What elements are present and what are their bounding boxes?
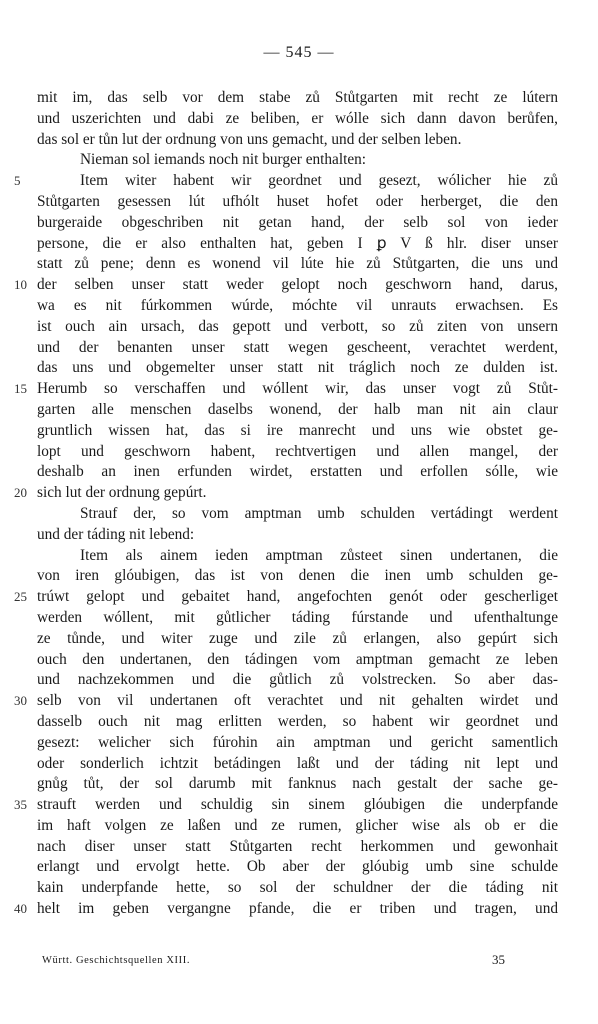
text-line [37, 130, 558, 151]
line-text: oder sonderlich ichtzit betádingen laßt und der táding nit lept und [37, 754, 558, 772]
line-text: ist ouch ain ursach, das gepott und verbott, so zů ziten von unsern [37, 317, 558, 335]
text-line [14, 691, 558, 712]
line-text: persone, die er also enthalten hat, geben I ꝑ V ß hlr. diser unser [37, 234, 558, 252]
text-line [37, 234, 558, 255]
text-line [37, 546, 558, 567]
line-text: Item witer habent wir geordnet und gesezt, wólicher hie zů [80, 172, 558, 190]
line-text: dasselb ouch nit mag erlitten werden, so habent wir geordnet und [37, 712, 558, 730]
text-line [37, 566, 558, 587]
line-text: von iren glóubigen, das ist von denen die inen umb schulden ge- [37, 567, 558, 585]
line-number: 25 [14, 589, 27, 605]
line-text: das uns und obgemelter unser statt nit tráglich noch ze dulden ist. [37, 359, 558, 377]
line-text: deshalb an inen erfunden wirdet, erstatten und erfollen sólle, wie [37, 463, 558, 481]
text-line [14, 587, 558, 608]
line-text: selb von vil undertanen oft verachtet und nit gehalten wirdet und [37, 692, 558, 710]
line-text: erlangt und ervolgt hette. Ob aber der glóubig umb sine schulde [37, 858, 558, 876]
line-text: das sol er tůn lut der ordnung von uns gemacht, und der selben leben. [37, 130, 462, 148]
line-text: mit im, das selb vor dem stabe zů Stůtgarten mit recht ze lútern [37, 89, 558, 106]
text-line [37, 774, 558, 795]
text-line [37, 358, 558, 379]
line-number: 30 [14, 693, 27, 709]
text-line [37, 88, 558, 109]
line-text: strauft werden und schuldig sin sinem glóubigen die underpfande [37, 796, 558, 814]
line-text: der selben unser statt weder gelopt noch geschworn hand, darus, [37, 276, 558, 294]
text-line [37, 462, 558, 483]
line-text: burgeraide obgeschriben nit getan hand, der selb sol von ieder [37, 213, 558, 231]
line-text: Item als ainem ieden amptman zůsteet sinen undertanen, die [80, 546, 558, 564]
body-text [14, 88, 558, 920]
line-text: garten alle menschen daselbs wonend, der halb man nit ain claur [37, 400, 558, 418]
line-text: ze tůnde, und witer zuge und zile zů erlangen, also gepúrt sich [37, 629, 558, 647]
text-line [37, 213, 558, 234]
line-number: 40 [14, 901, 27, 917]
line-text: lopt und geschworn habent, rechtvertigen und allen mangel, der [37, 442, 558, 460]
text-line [37, 317, 558, 338]
text-line [14, 275, 558, 296]
text-line [37, 296, 558, 317]
line-text: und der benanten unser statt wegen gescheent, verachtet werdent, [37, 338, 558, 356]
text-line [37, 442, 558, 463]
line-text: und nachzekommen und die gůtlich zů volstrecken. So aber das- [37, 671, 558, 689]
text-line [37, 650, 558, 671]
line-text: und uszerichten und dabi ze beliben, er wólle sich dann davon berůfen, [37, 109, 558, 127]
text-line [14, 171, 558, 192]
line-text: sich lut der ordnung gepúrt. [37, 484, 207, 502]
line-text: trúwt gelopt und gebaitet hand, angefochten genót oder gescherliget [37, 588, 558, 606]
text-line [37, 733, 558, 754]
line-text: im haft volgen ze laßen und ze rumen, glicher wise als ob er die [37, 816, 558, 834]
text-line [37, 712, 558, 733]
text-line [37, 837, 558, 858]
line-text: helt im geben vergangne pfande, die er triben und tragen, und [37, 900, 558, 918]
text-line [37, 525, 558, 546]
line-text: gruntlich wissen hat, das si ire manrecht und uns wie obstet ge- [37, 421, 558, 439]
footer-source: Württ. Geschichtsquellen XIII. [42, 955, 191, 966]
text-line [37, 878, 558, 899]
line-number: 15 [14, 381, 27, 397]
text-line [14, 795, 558, 816]
text-line [37, 109, 558, 130]
page-number: — 545 — [263, 44, 335, 61]
line-number: 5 [14, 173, 21, 189]
line-text: kain underpfande hette, so sol der schuldner der die táding nit [37, 879, 558, 897]
text-line [37, 338, 558, 359]
line-text: ouch den undertanen, den tádingen vom amptman gemacht ze leben [37, 650, 558, 668]
line-number: 20 [14, 485, 27, 501]
line-text: wa es nit fúrkommen wúrde, móchte vil unrauts erwachsen. Es [37, 296, 558, 314]
text-line [37, 400, 558, 421]
footer-signature: 35 [492, 952, 505, 967]
line-text: statt zů pene; denn es wonend vil lúte hie zů Stůtgarten, die uns und [37, 255, 558, 273]
text-line [14, 899, 558, 920]
text-line [37, 192, 558, 213]
line-text: gnůg tůt, der sol darumb mit fanknus nach gestalt der sache ge- [37, 775, 558, 793]
line-text: Strauf der, so vom amptman umb schulden vertádingt werdent [80, 504, 558, 522]
line-number: 35 [14, 797, 27, 813]
line-text: Stůtgarten gesessen lút ufhólt huset hofet oder herberget, die den [37, 192, 558, 210]
line-text: und der táding nit lebend: [37, 525, 195, 543]
text-line [37, 816, 558, 837]
line-text: Herumb so verschaffen und wóllent wir, das unser vogt zů Stůt- [37, 380, 558, 398]
line-text: nach diser unser statt Stůtgarten recht herkommen und gewonhait [37, 837, 558, 855]
text-line [37, 608, 558, 629]
text-line [37, 421, 558, 442]
text-line [37, 254, 558, 275]
text-line [37, 857, 558, 878]
line-number: 10 [14, 277, 27, 293]
text-line [37, 754, 558, 775]
line-text: gesezt: welicher sich fúrohin ain amptman und gericht samentlich [37, 733, 558, 751]
text-line [37, 150, 558, 171]
text-line [14, 379, 558, 400]
text-line [14, 483, 558, 504]
line-text: werden wóllent, mit gůtlicher táding fúrstande und ufenthaltunge [37, 608, 558, 626]
text-line [37, 670, 558, 691]
line-text: Nieman sol iemands noch nit burger enthalten: [80, 151, 367, 169]
text-line [37, 629, 558, 650]
text-line [37, 504, 558, 525]
